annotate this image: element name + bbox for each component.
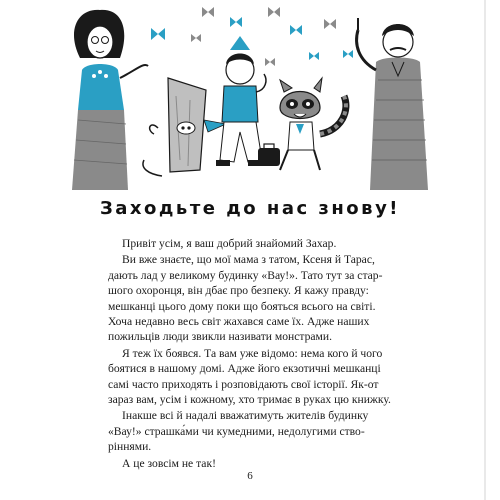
text-line: зараз вам, усім і кожному, хто тримає в руках цю книжку. (108, 393, 391, 407)
text-line: дають лад у великому будинку «Вау!». Тато тут за стар- (108, 268, 383, 282)
paragraph-2 (108, 252, 398, 344)
raccoon-creature (280, 78, 346, 170)
woman-figure (72, 10, 148, 190)
paragraph-5 (108, 456, 398, 471)
text-line: ріннями. (108, 440, 152, 454)
text-line: Я теж їх боявся. Та вам уже відомо: нема кого й чого (122, 346, 383, 360)
chapter-heading: Заходьте до нас знову! (99, 198, 401, 219)
text-line: Хоча недавно весь світ жахався саме їх. Адже наших (108, 315, 370, 329)
man-figure (357, 18, 428, 190)
page-number: 6 (247, 470, 253, 482)
stump-creature (143, 78, 226, 176)
text-line: «Вау!» страшка́ми чи кумедними, недолугими ство- (108, 424, 365, 438)
text-line: пожильців люди звикли називати монстрами. (108, 330, 332, 344)
text-line: шого охоронця, він дбає про безпеку. Я кажу правду: (108, 284, 369, 298)
characters-illustration (58, 0, 448, 190)
paragraph-3 (108, 346, 398, 408)
text-line: самі часто приходять і розповідають свої історії. Як-от (108, 377, 379, 391)
chapter-body (108, 236, 398, 472)
page-edge (484, 0, 486, 500)
paragraph-1 (108, 236, 398, 251)
butterflies (151, 7, 353, 66)
paragraph-4 (108, 408, 398, 454)
text-line: мешканці цього дому поки що бояться всього на світі. (108, 299, 376, 313)
text-line: А це зовсім не так! (122, 456, 216, 470)
text-line: боятися в нашому домі. Адже його екзотичні мешканці (108, 362, 381, 376)
boy-figure (216, 36, 280, 166)
text-line: Ви вже знаєте, що мої мама з татом, Ксеня й Тарас, (122, 253, 375, 267)
text-line: Привіт усім, я ваш добрий знайомий Захар. (122, 237, 337, 250)
text-line: Інакше всі й надалі вважатимуть жителів будинку (122, 409, 369, 423)
